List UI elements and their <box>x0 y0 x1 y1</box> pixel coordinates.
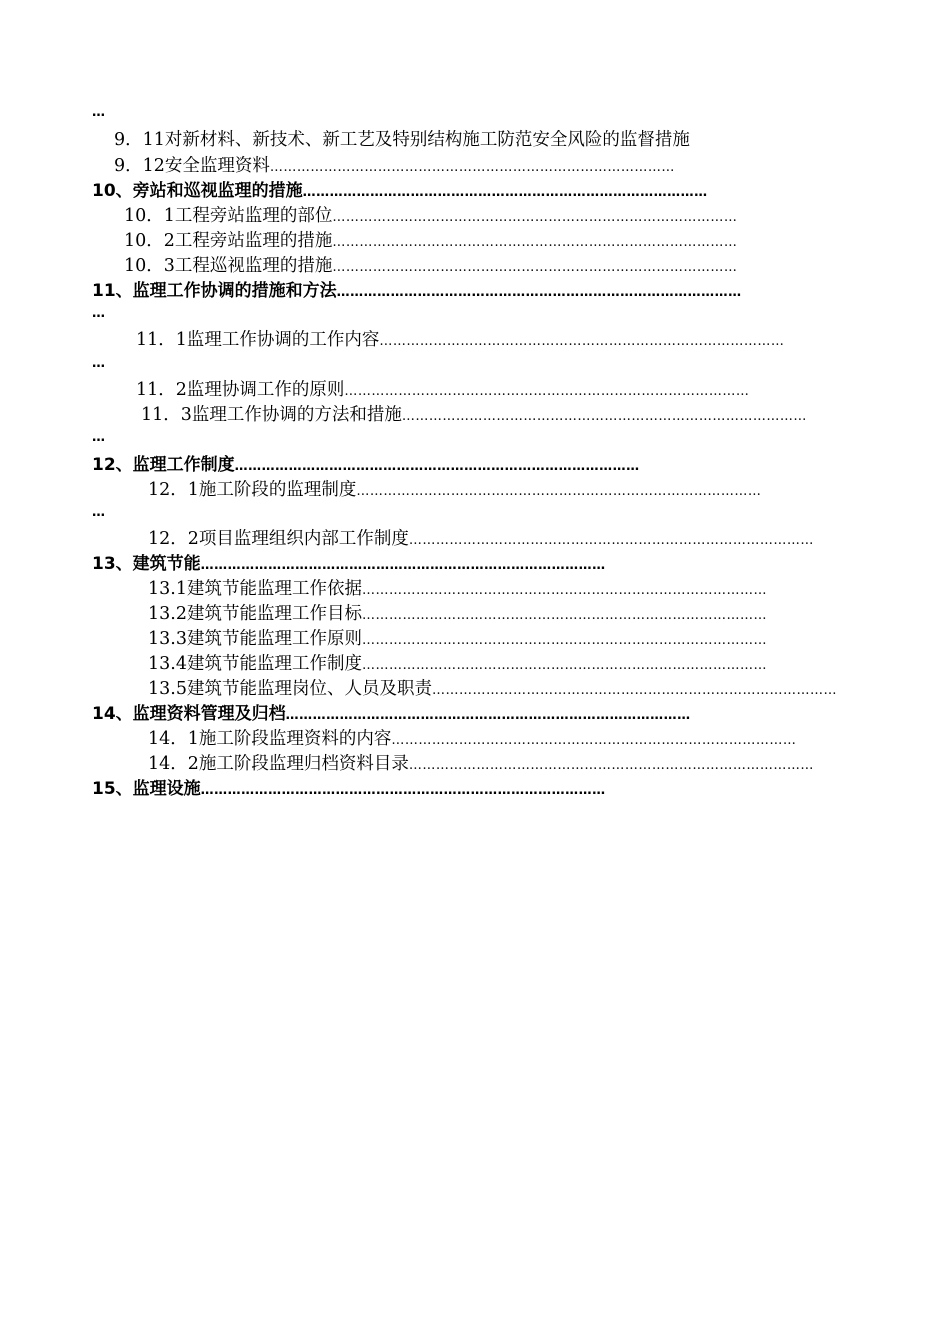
toc-leader-dots: ……………………………………………………………………………… <box>408 758 814 773</box>
toc-entry-text: 10．1工程旁站监理的部位 <box>124 206 333 226</box>
toc-leader-dots: ……………………………………………………………………………… <box>361 658 767 673</box>
toc-entry-11-1[interactable] <box>136 327 837 353</box>
toc-entry-14-1[interactable] <box>148 726 837 752</box>
toc-entry-13[interactable] <box>92 551 837 577</box>
toc-leader-dots: ……………………………………………………………………………… <box>332 235 738 250</box>
toc-entry-text: … <box>92 356 106 371</box>
toc-leader-dots: ……………………………………………………………………………… <box>332 260 738 275</box>
toc-entry-11-3[interactable] <box>141 402 837 428</box>
toc-leader-dots: ……………………………………………………………………………… <box>234 459 640 474</box>
toc-entry-9-12[interactable] <box>114 153 843 179</box>
toc-entry-11-2[interactable] <box>136 377 837 403</box>
toc-continuation <box>92 100 192 126</box>
toc-entry-text: 14．1施工阶段监理资料的内容 <box>148 729 392 749</box>
toc-entry-text: 11．1监理工作协调的工作内容 <box>136 330 380 350</box>
toc-entry-text: 13.5建筑节能监理岗位、人员及职责 <box>148 679 432 699</box>
toc-entry-13-3[interactable] <box>148 626 824 652</box>
toc-entry-text: 12．2项目监理组织内部工作制度 <box>148 529 409 549</box>
toc-entry-text: 13.2建筑节能监理工作目标 <box>148 604 362 624</box>
toc-entry-12-2[interactable] <box>148 526 837 552</box>
toc-entry-text: 10．2工程旁站监理的措施 <box>124 231 333 251</box>
toc-entry-10-2[interactable] <box>124 228 837 254</box>
toc-leader-dots: ……………………………………………………………………………… <box>200 558 606 573</box>
toc-leader-dots: ……………………………………………………………………………… <box>200 783 606 798</box>
toc-leader-dots: ……………………………………………………………………………… <box>361 583 767 598</box>
toc-entry-text: 10、旁站和巡视监理的措施 <box>92 181 303 201</box>
toc-entry-13-4[interactable] <box>148 651 824 677</box>
toc-leader-dots: ……………………………………………………………………………… <box>332 210 738 225</box>
toc-entry-text: … <box>92 306 106 321</box>
toc-entry-9-11[interactable] <box>114 127 850 153</box>
toc-entry-15[interactable] <box>92 776 837 802</box>
toc-entry-text: 9．11对新材料、新技术、新工艺及特别结构施工防范安全风险的监督措施 <box>114 130 690 150</box>
toc-entry-text: 13.3建筑节能监理工作原则 <box>148 629 362 649</box>
toc-leader-dots: ……………………………………………………………………………… <box>391 733 797 748</box>
toc-entry-12-1[interactable] <box>148 477 837 503</box>
toc-entry-13-5[interactable] <box>148 676 837 702</box>
toc-entry-text: 13、建筑节能 <box>92 554 201 574</box>
toc-leader-dots: ……………………………………………………………………………… <box>431 683 837 698</box>
toc-entry-13-2[interactable] <box>148 601 824 627</box>
toc-entry-text: 13.4建筑节能监理工作制度 <box>148 654 362 674</box>
toc-entry-10-1[interactable] <box>124 203 837 229</box>
toc-entry-text: 10．3工程巡视监理的措施 <box>124 256 333 276</box>
toc-entry-text: 14、监理资料管理及归档 <box>92 704 286 724</box>
toc-leader-dots: ……………………………………………………………………………… <box>356 484 762 499</box>
toc-entry-text: 15、监理设施 <box>92 779 201 799</box>
toc-entry-text: 11．2监理协调工作的原则 <box>136 380 345 400</box>
toc-leader-dots: ……………………………………………………………………………… <box>269 160 675 175</box>
toc-entry-text: 13.1建筑节能监理工作依据 <box>148 579 362 599</box>
toc-entry-14[interactable] <box>92 701 835 727</box>
toc-entry-10[interactable] <box>92 178 837 204</box>
toc-entry-11[interactable] <box>92 278 837 304</box>
toc-entry-text: 14．2施工阶段监理归档资料目录 <box>148 754 409 774</box>
toc-leader-dots: ……………………………………………………………………………… <box>336 285 742 300</box>
toc-continuation <box>92 351 192 377</box>
toc-entry-text: 9．12安全监理资料 <box>114 156 270 176</box>
toc-leader-dots: ……………………………………………………………………………… <box>408 533 814 548</box>
toc-leader-dots: ……………………………………………………………………………… <box>285 708 691 723</box>
toc-entry-12[interactable] <box>92 452 837 478</box>
toc-entry-text: … <box>92 505 106 520</box>
toc-entry-text: 12．1施工阶段的监理制度 <box>148 480 357 500</box>
toc-entry-14-2[interactable] <box>148 751 837 777</box>
toc-entry-text: 11、监理工作协调的措施和方法 <box>92 281 337 301</box>
toc-continuation <box>92 425 192 451</box>
toc-leader-dots: ……………………………………………………………………………… <box>361 608 767 623</box>
toc-entry-13-1[interactable] <box>148 576 824 602</box>
toc-leader-dots: ……………………………………………………………………………… <box>401 409 807 424</box>
toc-leader-dots: ……………………………………………………………………………… <box>302 185 708 200</box>
toc-entry-10-3[interactable] <box>124 253 837 279</box>
toc-continuation <box>92 301 192 327</box>
toc-leader-dots: ……………………………………………………………………………… <box>344 384 750 399</box>
toc-continuation <box>92 500 192 526</box>
toc-entry-text: … <box>92 105 106 120</box>
toc-entry-text: … <box>92 430 106 445</box>
toc-entry-text: 11．3监理工作协调的方法和措施 <box>141 405 402 425</box>
toc-leader-dots: ……………………………………………………………………………… <box>379 334 785 349</box>
toc-entry-text: 12、监理工作制度 <box>92 455 235 475</box>
toc-leader-dots: ……………………………………………………………………………… <box>361 633 767 648</box>
